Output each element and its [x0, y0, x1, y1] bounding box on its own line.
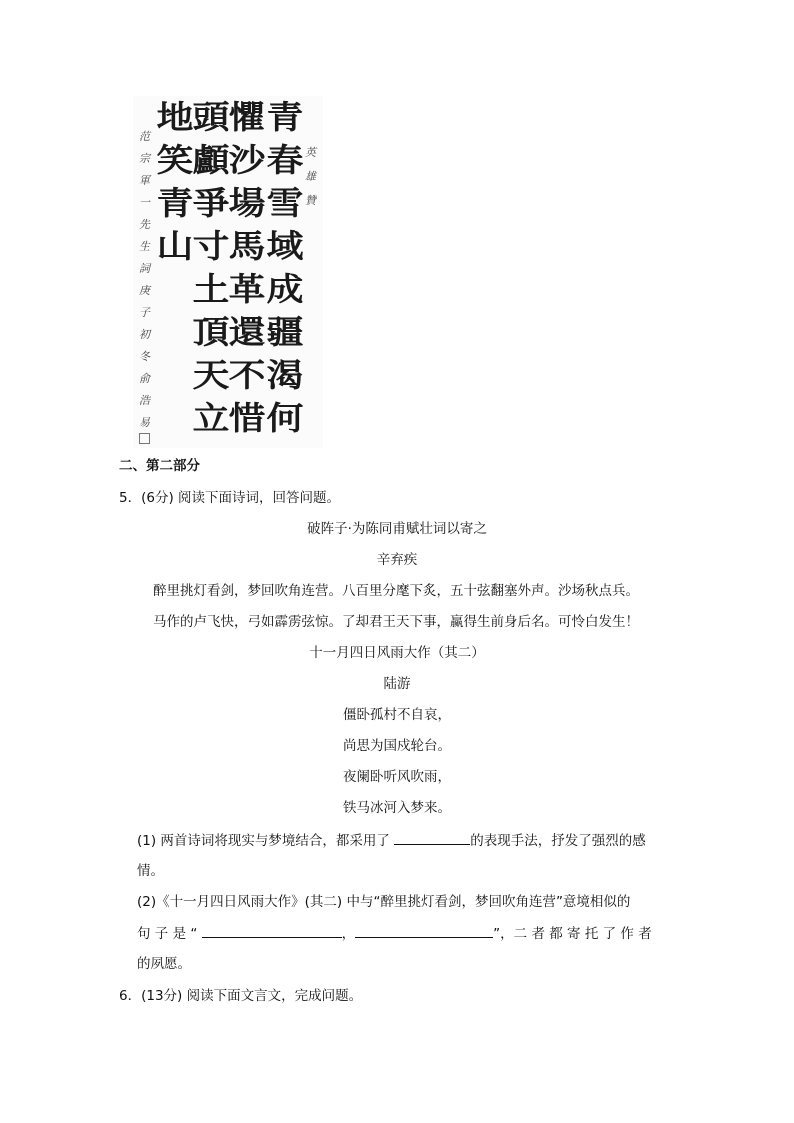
answer-blank[interactable] [394, 830, 470, 845]
q6-prompt: 6．(13分) 阅读下面文言文，完成问题。 [119, 988, 363, 1004]
calligraphy-char: 何 [266, 399, 304, 437]
calligraphy-char: 懼 [228, 98, 266, 136]
calligraphy-signature-inscription [139, 130, 150, 444]
q5-sub1-text-a: (1) 两首诗词将现实与梦境结合，都采用了 [137, 833, 390, 849]
poem2-author: 陆游 [383, 676, 411, 692]
inscription-char: 子 [139, 306, 150, 319]
calligraphy-char: 天 [192, 356, 230, 394]
poem1-title: 破阵子·为陈同甫赋壮词以寄之 [307, 521, 487, 537]
poem2-line: 夜阑卧听风吹雨， [343, 769, 451, 785]
section-title: 二、第二部分 [119, 458, 200, 474]
inscription-char: 一 [139, 196, 150, 209]
q5-sub2-line-2 [137, 923, 652, 944]
calligraphy-column-2 [229, 96, 265, 440]
inscription-char: 俞 [139, 372, 150, 385]
calligraphy-char: 疆 [266, 313, 304, 351]
calligraphy-char: 成 [266, 270, 304, 308]
q5-sub2-text-b: 句 子 是 “ [137, 926, 198, 942]
inscription-char: 生 [139, 240, 150, 253]
inscription-char: 范 [139, 130, 150, 143]
poem2-line: 尚思为国戍轮台。 [343, 738, 451, 754]
calligraphy-char: 青 [266, 98, 304, 136]
calligraphy-char: 笑 [156, 141, 194, 179]
answer-blank[interactable] [355, 923, 493, 938]
inscription-char: 軍 [139, 174, 150, 187]
calligraphy-char: 場 [228, 184, 266, 222]
inscription-char: 贊 [305, 194, 316, 207]
calligraphy-char: 沙 [228, 141, 266, 179]
calligraphy-char: 渴 [266, 356, 304, 394]
answer-blank[interactable] [202, 923, 342, 938]
poem2-title: 十一月四日风雨大作（其二） [309, 645, 485, 661]
poem2-line: 僵卧孤村不自哀， [343, 707, 451, 723]
calligraphy-char: 還 [228, 313, 266, 351]
inscription-char: 庚 [139, 284, 150, 297]
calligraphy-char: 頂 [192, 313, 230, 351]
calligraphy-char: 惜 [228, 399, 266, 437]
calligraphy-column-3 [193, 96, 229, 440]
calligraphy-char: 立 [192, 399, 230, 437]
q5-sub2-sep: ， [341, 926, 356, 942]
inscription-char: 雄 [305, 170, 316, 183]
calligraphy-column-4 [157, 96, 193, 268]
calligraphy-char: 土 [192, 270, 230, 308]
calligraphy-char: 青 [156, 184, 194, 222]
inscription-char: 冬 [139, 350, 150, 363]
inscription-char: 浩 [139, 394, 150, 407]
inscription-char: 宗 [139, 152, 150, 165]
calligraphy-char: 頭 [192, 98, 230, 136]
q5-sub2-line-3: 的夙愿。 [137, 956, 191, 972]
q5-prompt: 5．(6分) 阅读下面诗词，回答问题。 [119, 490, 341, 506]
calligraphy-char: 山 [156, 227, 194, 265]
calligraphy-char: 爭 [192, 184, 230, 222]
calligraphy-char: 春 [266, 141, 304, 179]
inscription-char: 先 [139, 218, 150, 231]
calligraphy-column-1 [267, 96, 303, 440]
poem1-line-2: 马作的卢飞快，弓如霹雳弦惊。了却君王天下事，赢得生前身后名。可怜白发生！ [153, 614, 639, 630]
calligraphy-char: 不 [228, 356, 266, 394]
q5-sub1-text-b: 的表现手法，抒发了强烈的感 [470, 833, 646, 849]
q5-sub1-line-2: 情。 [137, 863, 164, 879]
inscription-char: 易 [139, 416, 150, 429]
poem1-author: 辛弃疾 [376, 552, 418, 568]
calligraphy-char: 顱 [192, 141, 230, 179]
poem2-line: 铁马冰河入梦来。 [343, 800, 451, 816]
calligraphy-char: 寸 [192, 227, 230, 265]
q5-sub1-line-1 [137, 830, 646, 851]
seal-stamp [139, 433, 150, 444]
calligraphy-title-inscription [305, 146, 316, 208]
calligraphy-image [133, 96, 323, 448]
inscription-char: 詞 [139, 262, 150, 275]
inscription-char: 英 [305, 146, 316, 159]
calligraphy-char: 雪 [266, 184, 304, 222]
calligraphy-char: 革 [228, 270, 266, 308]
calligraphy-char: 域 [266, 227, 304, 265]
poem1-line-1: 醉里挑灯看剑，梦回吹角连营。八百里分麾下炙，五十弦翻塞外声。沙场秋点兵。 [153, 583, 639, 599]
calligraphy-char: 馬 [228, 227, 266, 265]
q5-sub2-line-1: (2)《十一月四日风雨大作》(其二) 中与“醉里挑灯看剑，梦回吹角连营”意境相似的 [137, 894, 631, 910]
q5-sub2-text-c: ”，二 者 都 寄 托 了 作 者 [493, 926, 652, 942]
inscription-char: 初 [139, 328, 150, 341]
calligraphy-char: 地 [156, 98, 194, 136]
